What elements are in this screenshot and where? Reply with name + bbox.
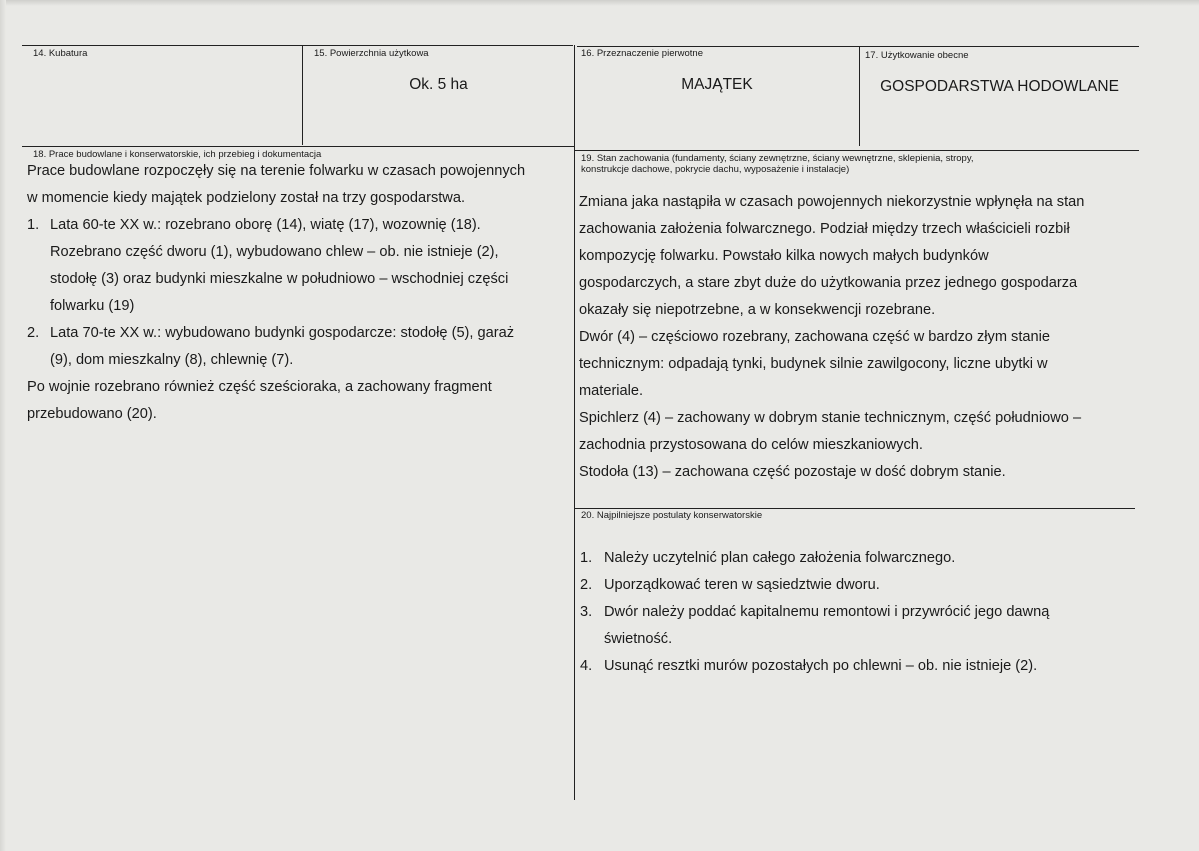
rule-row2-left xyxy=(22,146,574,147)
section-18-list xyxy=(27,212,525,374)
scan-edge-left xyxy=(0,0,6,851)
list-item-number: 2. xyxy=(27,325,40,341)
section-19-line: zachodnia przystosowana do celów mieszkaniowych. xyxy=(579,437,923,453)
field-16-value: MAJĄTEK xyxy=(681,76,753,93)
section-19-label xyxy=(581,153,974,175)
list-item-line: Dwór należy poddać kapitalnemu remontowi i przywrócić jego dawną xyxy=(604,604,1050,620)
divider-16-17 xyxy=(859,46,860,146)
list-item xyxy=(27,320,525,374)
section-19-body xyxy=(579,189,1084,486)
section-20-list xyxy=(580,545,1049,680)
top-rule-right xyxy=(577,46,1139,47)
list-item-number: 3. xyxy=(580,604,593,620)
list-item-line: świetność. xyxy=(604,631,673,647)
section-18-intro-line: Prace budowlane rozpoczęły się na terenie folwarku w czasach powojennych xyxy=(27,163,526,179)
section-19-line: Spichlerz (4) – zachowany w dobrym stanie technicznym, część południowo – xyxy=(579,410,1082,426)
rule-section20 xyxy=(575,508,1135,509)
top-rule-left xyxy=(22,45,573,46)
section-18-outro-line: Po wojnie rozebrano również część sześcioraka, a zachowany fragment xyxy=(27,379,492,395)
list-item xyxy=(580,599,1049,653)
list-item xyxy=(27,212,525,320)
section-19-line: kompozycję folwarku. Powstało kilka nowych małych budynków xyxy=(579,248,989,264)
divider-main xyxy=(574,45,575,800)
list-item-line: folwarku (19) xyxy=(50,298,135,314)
rule-row2-right xyxy=(575,150,1139,151)
section-19-label-line: konstrukcje dachowe, pokrycie dachu, wyposażenie i instalacje) xyxy=(581,164,850,175)
section-18-outro-line: przebudowano (20). xyxy=(27,406,157,422)
list-item-number: 4. xyxy=(580,658,593,674)
divider-14-15 xyxy=(302,45,303,145)
list-item-line: (9), dom mieszkalny (8), chlewnię (7). xyxy=(50,352,294,368)
list-item-number: 1. xyxy=(580,550,593,566)
field-17-value: GOSPODARSTWA HODOWLANE xyxy=(880,78,1119,95)
list-item-line: Należy uczytelnić plan całego założenia folwarcznego. xyxy=(604,550,956,566)
field-17-label: 17. Użytkowanie obecne xyxy=(865,50,969,61)
list-item-number: 1. xyxy=(27,217,40,233)
field-16-label: 16. Przeznaczenie pierwotne xyxy=(581,48,703,59)
section-18-body xyxy=(27,158,525,428)
list-item-number: 2. xyxy=(580,577,593,593)
section-19-label-line: 19. Stan zachowania (fundamenty, ściany zewnętrzne, ściany wewnętrzne, sklepienia, stropy, xyxy=(581,153,974,164)
list-item-line: Uporządkować teren w sąsiedztwie dworu. xyxy=(604,577,880,593)
scan-edge-top xyxy=(0,0,1199,6)
section-19-line: Zmiana jaka nastąpiła w czasach powojennych niekorzystnie wpłynęła na stan xyxy=(579,194,1085,210)
section-19-line: gospodarczych, a stare zbyt duże do użytkowania przez jednego gospodarza xyxy=(579,275,1078,291)
list-item-line: Usunąć resztki murów pozostałych po chlewni – ob. nie istnieje (2). xyxy=(604,658,1038,674)
section-18-label: 18. Prace budowlane i konserwatorskie, ich przebieg i dokumentacja xyxy=(33,149,322,160)
section-19-line: materiale. xyxy=(579,383,644,399)
list-item-line: Lata 60-te XX w.: rozebrano oborę (14), wiatę (17), wozownię (18). xyxy=(50,217,481,233)
list-item-line: stodołę (3) oraz budynki mieszkalne w południowo – wschodniej części xyxy=(50,271,509,287)
section-19-line: Dwór (4) – częściowo rozebrany, zachowana część w bardzo złym stanie xyxy=(579,329,1050,345)
list-item-line: Lata 70-te XX w.: wybudowano budynki gospodarcze: stodołę (5), garaż xyxy=(50,325,515,341)
list-item-line: Rozebrano część dworu (1), wybudowano chlew – ob. nie istnieje (2), xyxy=(50,244,499,260)
field-15-value: Ok. 5 ha xyxy=(409,76,468,93)
section-19-line: zachowania założenia folwarcznego. Podział między trzech właścicieli rozbił xyxy=(579,221,1070,237)
list-item xyxy=(580,545,1049,572)
list-item xyxy=(580,572,1049,599)
section-18-intro-line: w momencie kiedy majątek podzielony został na trzy gospodarstwa. xyxy=(27,190,466,206)
list-item xyxy=(580,653,1049,680)
section-19-line: technicznym: odpadają tynki, budynek silnie zawilgocony, liczne ubytki w xyxy=(579,356,1048,372)
section-20-label: 20. Najpilniejsze postulaty konserwatorskie xyxy=(581,510,763,521)
field-15-label: 15. Powierzchnia użytkowa xyxy=(314,48,429,59)
section-20-body xyxy=(580,545,1049,680)
field-14-label: 14. Kubatura xyxy=(33,48,88,59)
section-19-line: Stodoła (13) – zachowana część pozostaje w dość dobrym stanie. xyxy=(579,464,1006,480)
section-19-line: okazały się niepotrzebne, a w konsekwencji rozebrane. xyxy=(579,302,936,318)
